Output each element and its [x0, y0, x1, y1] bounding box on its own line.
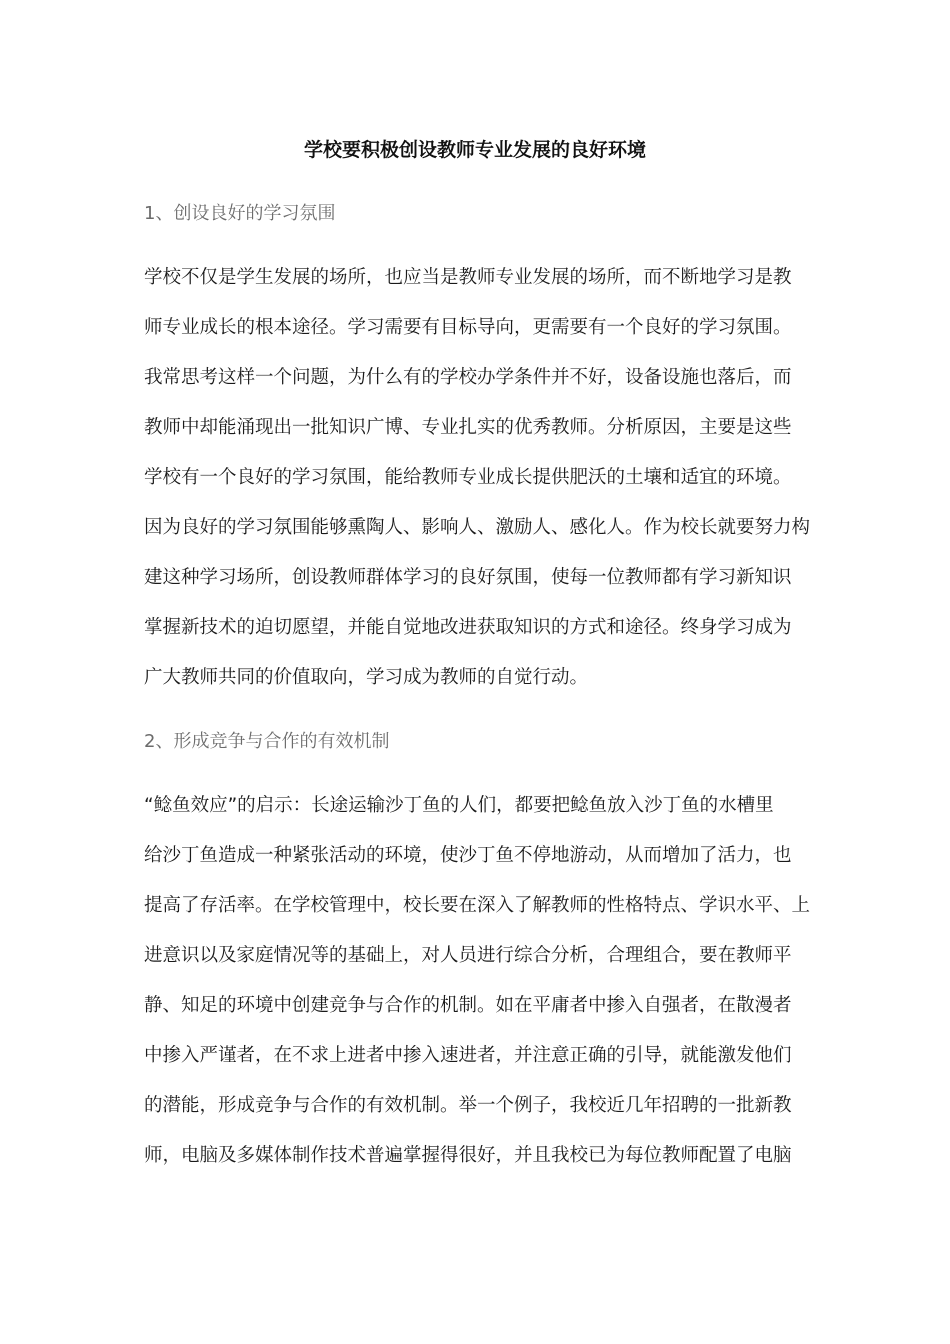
paragraph-line: 掌握新技术的迫切愿望，并能自觉地改进获取知识的方式和途径。终身学习成为 — [144, 617, 792, 638]
paragraph-line: 广大教师共同的价值取向，学习成为教师的自觉行动。 — [144, 667, 589, 688]
paragraph-line: 因为良好的学习氛围能够熏陶人、影响人、激励人、感化人。作为校长就要努力构 — [144, 517, 811, 538]
paragraph-line: 静、知足的环境中创建竞争与合作的机制。如在平庸者中掺入自强者，在散漫者 — [144, 995, 792, 1016]
paragraph-line: 学校有一个良好的学习氛围，能给教师专业成长提供肥沃的土壤和适宜的环境。 — [144, 467, 792, 488]
paragraph-line: 师，电脑及多媒体制作技术普遍掌握得很好，并且我校已为每位教师配置了电脑 — [144, 1145, 792, 1166]
paragraph-line: 学校不仅是学生发展的场所，也应当是教师专业发展的场所，而不断地学习是教 — [144, 267, 792, 288]
paragraph-line: 的潜能，形成竞争与合作的有效机制。举一个例子，我校近几年招聘的一批新教 — [144, 1095, 792, 1116]
paragraph-line: 师专业成长的根本途径。学习需要有目标导向，更需要有一个良好的学习氛围。 — [144, 317, 792, 338]
paragraph-line: 中掺入严谨者，在不求上进者中掺入速进者，并注意正确的引导，就能激发他们 — [144, 1045, 792, 1066]
paragraph-line: 提高了存活率。在学校管理中，校长要在深入了解教师的性格特点、学识水平、上 — [144, 895, 811, 916]
paragraph-line: 我常思考这样一个问题，为什么有的学校办学条件并不好，设备设施也落后，而 — [144, 367, 792, 388]
section-heading-2: 2、形成竞争与合作的有效机制 — [144, 731, 390, 752]
paragraph-line: 进意识以及家庭情况等的基础上，对人员进行综合分析，合理组合，要在教师平 — [144, 945, 792, 966]
paragraph-line: 建这种学习场所，创设教师群体学习的良好氛围，使每一位教师都有学习新知识 — [144, 567, 792, 588]
section-heading-1: 1、创设良好的学习氛围 — [144, 203, 336, 224]
paragraph-line: 给沙丁鱼造成一种紧张活动的环境，使沙丁鱼不停地游动，从而增加了活力，也 — [144, 845, 792, 866]
document-title: 学校要积极创设教师专业发展的良好环境 — [303, 139, 646, 161]
paragraph-line: 教师中却能涌现出一批知识广博、专业扎实的优秀教师。分析原因，主要是这些 — [144, 417, 792, 438]
paragraph-line: “鲶鱼效应”的启示：长途运输沙丁鱼的人们，都要把鲶鱼放入沙丁鱼的水槽里 — [144, 795, 774, 816]
